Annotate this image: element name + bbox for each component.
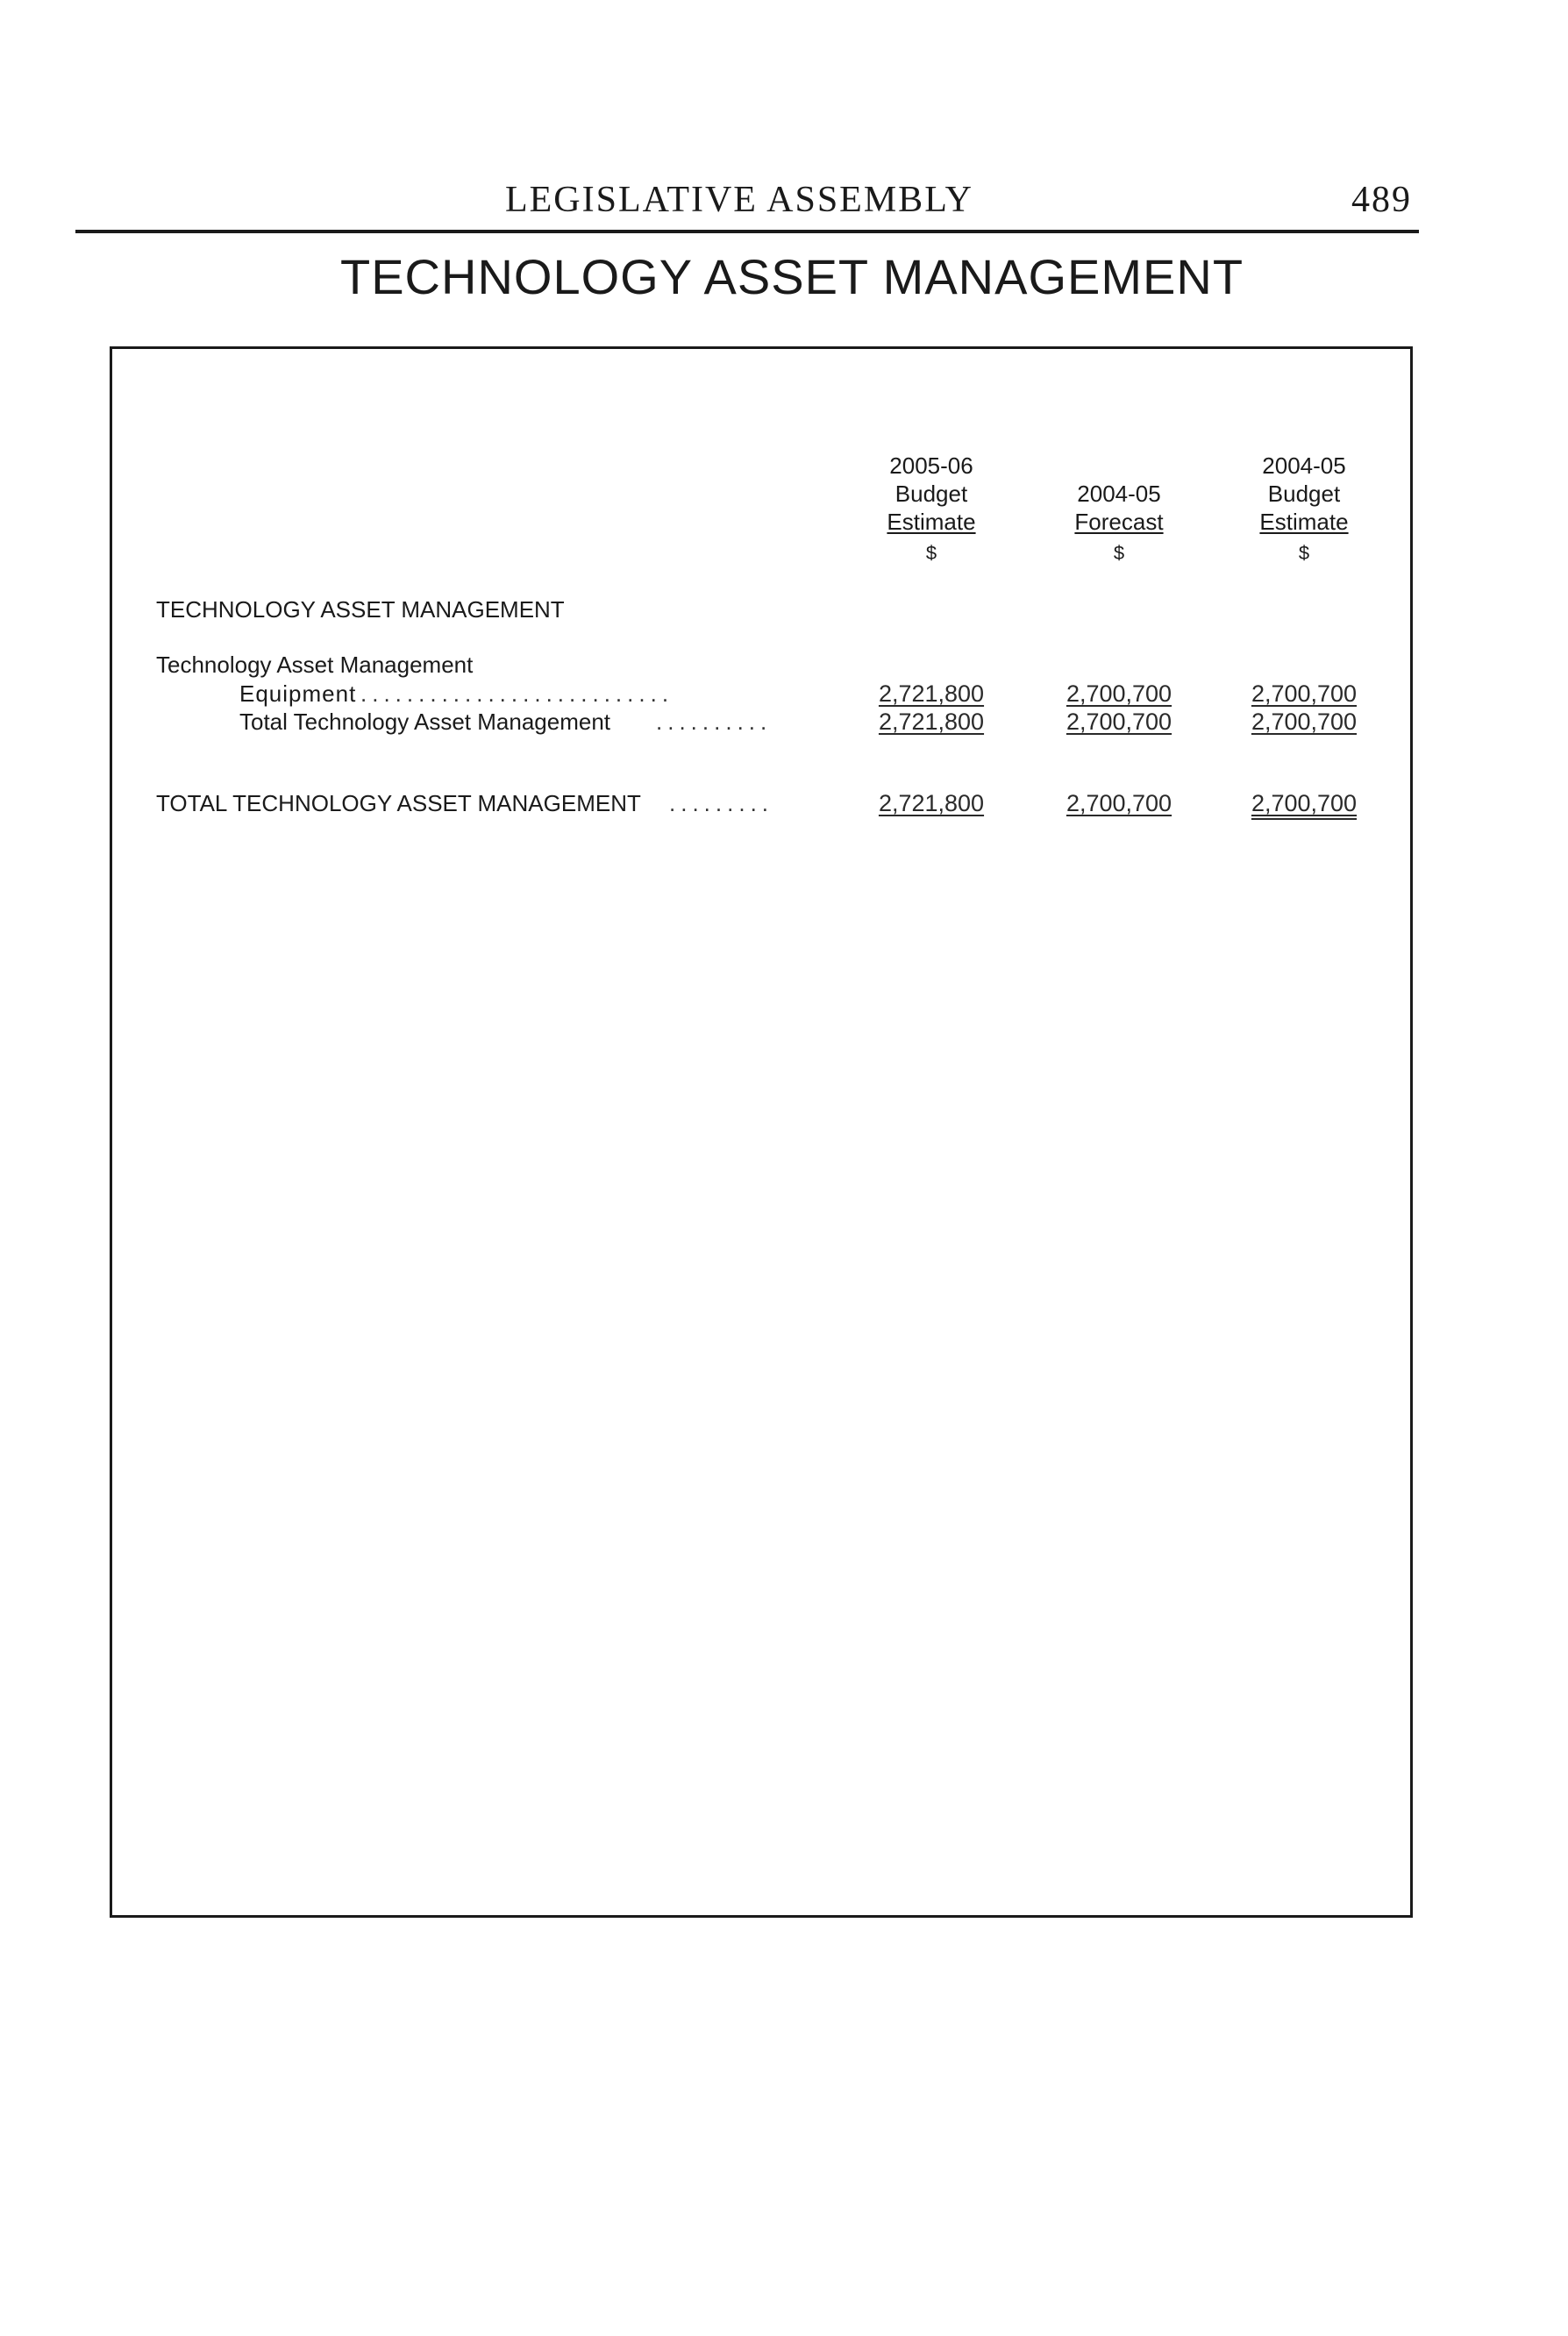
value-2004-05-budget-estimate: 2,700,700 bbox=[1251, 680, 1358, 707]
column-header-line1: 2004-05 bbox=[1262, 452, 1346, 479]
running-header bbox=[75, 175, 1419, 233]
value-2005-06-budget-estimate: 2,721,800 bbox=[878, 680, 985, 707]
budget-table bbox=[110, 346, 1413, 1918]
column-header-line2: 2004-05 bbox=[1077, 481, 1161, 507]
value-2005-06-budget-estimate: 2,721,800 bbox=[878, 709, 985, 735]
page-number: 489 bbox=[1351, 180, 1412, 220]
section-heading: TECHNOLOGY ASSET MANAGEMENT bbox=[156, 596, 565, 623]
value-2004-05-forecast: 2,700,700 bbox=[1066, 709, 1172, 735]
total-2005-06-budget-estimate: 2,721,800 bbox=[878, 790, 985, 816]
dot-leader: .......... bbox=[656, 709, 773, 735]
header-title: LEGISLATIVE ASSEMBLY bbox=[505, 180, 973, 220]
column-header-line3: Estimate bbox=[887, 509, 976, 535]
column-header-line3: Estimate bbox=[1259, 509, 1349, 535]
group-heading: Technology Asset Management bbox=[156, 652, 474, 678]
column-header-line2: Budget bbox=[894, 481, 968, 507]
row-label: Total Technology Asset Management bbox=[239, 709, 611, 735]
grand-total-label: TOTAL TECHNOLOGY ASSET MANAGEMENT bbox=[156, 790, 641, 816]
column-header-currency: $ bbox=[1113, 542, 1125, 564]
column-header-line2: Budget bbox=[1267, 481, 1341, 507]
row-label: Equipment bbox=[239, 680, 357, 707]
column-header-2004-05-budget-estimate bbox=[1216, 452, 1392, 567]
value-2004-05-budget-estimate: 2,700,700 bbox=[1251, 709, 1358, 735]
dot-leader: ........................... bbox=[360, 680, 674, 707]
column-header-2005-06-budget-estimate bbox=[844, 452, 1019, 567]
dot-leader: ......... bbox=[669, 790, 774, 816]
total-2004-05-forecast: 2,700,700 bbox=[1066, 790, 1172, 816]
column-header-currency: $ bbox=[925, 542, 937, 564]
value-2004-05-forecast: 2,700,700 bbox=[1066, 680, 1172, 707]
column-header-line1: 2005-06 bbox=[889, 452, 973, 479]
page-title: TECHNOLOGY ASSET MANAGEMENT bbox=[340, 249, 1244, 304]
column-header-currency: $ bbox=[1298, 542, 1310, 564]
column-header-2004-05-forecast bbox=[1031, 452, 1207, 567]
column-header-line3: Forecast bbox=[1074, 509, 1164, 535]
total-2004-05-budget-estimate: 2,700,700 bbox=[1251, 790, 1358, 816]
